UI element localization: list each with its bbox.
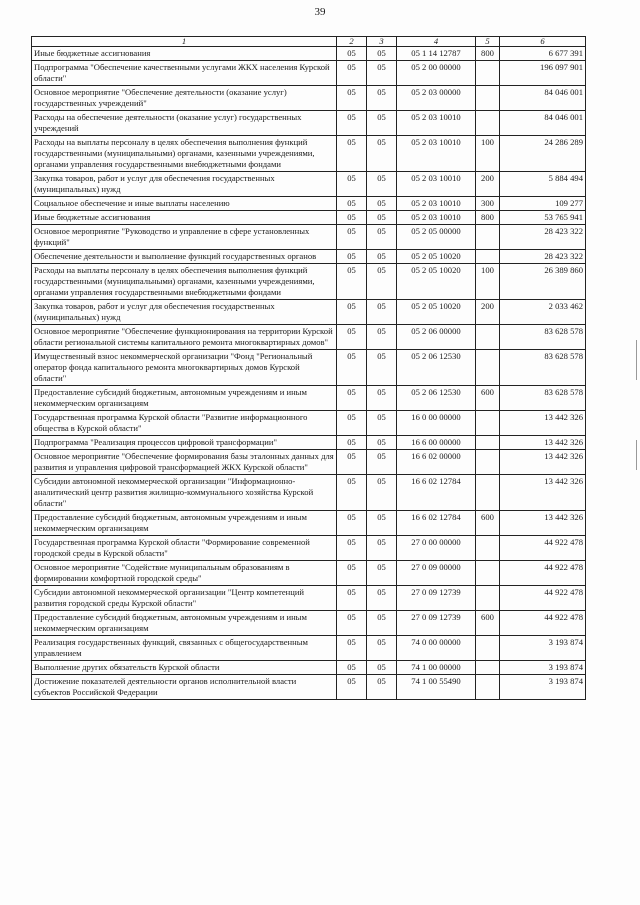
row-subsection-cell: 05 [367, 86, 397, 111]
row-amount-cell: 5 884 494 [500, 172, 586, 197]
row-target-article-cell: 05 2 03 10010 [397, 211, 476, 225]
row-expense-type-cell [476, 111, 500, 136]
row-expense-type-cell: 600 [476, 511, 500, 536]
row-name-cell: Предоставление субсидий бюджетным, автономным учреждениям и иным некоммерческим организациям [32, 386, 337, 411]
row-name-cell: Закупка товаров, работ и услуг для обеспечения государственных (муниципальных) нужд [32, 300, 337, 325]
row-amount-cell: 6 677 391 [500, 47, 586, 61]
row-subsection-cell: 05 [367, 586, 397, 611]
row-expense-type-cell [476, 225, 500, 250]
table-row [32, 350, 586, 386]
row-name-cell: Предоставление субсидий бюджетным, автономным учреждениям и иным некоммерческим организациям [32, 611, 337, 636]
row-expense-type-cell [476, 586, 500, 611]
row-section-cell: 05 [337, 386, 367, 411]
row-expense-type-cell [476, 250, 500, 264]
row-amount-cell: 84 046 001 [500, 86, 586, 111]
table-row [32, 300, 586, 325]
row-subsection-cell: 05 [367, 436, 397, 450]
row-expense-type-cell [476, 661, 500, 675]
row-subsection-cell: 05 [367, 661, 397, 675]
table-row [32, 536, 586, 561]
row-amount-cell: 44 922 478 [500, 611, 586, 636]
row-name-cell: Субсидии автономной некоммерческой организации "Информационно-аналитический центр развития жилищно-коммунального хозяйства Курской области" [32, 475, 337, 511]
row-amount-cell: 24 286 289 [500, 136, 586, 172]
row-section-cell: 05 [337, 536, 367, 561]
row-target-article-cell: 74 1 00 55490 [397, 675, 476, 700]
row-section-cell: 05 [337, 86, 367, 111]
table-row [32, 450, 586, 475]
row-name-cell: Реализация государственных функций, связанных с общегосударственным управлением [32, 636, 337, 661]
row-expense-type-cell [476, 561, 500, 586]
row-subsection-cell: 05 [367, 61, 397, 86]
row-amount-cell: 2 033 462 [500, 300, 586, 325]
row-amount-cell: 53 765 941 [500, 211, 586, 225]
row-expense-type-cell: 800 [476, 211, 500, 225]
row-subsection-cell: 05 [367, 264, 397, 300]
row-section-cell: 05 [337, 511, 367, 536]
row-target-article-cell: 05 2 05 10020 [397, 264, 476, 300]
column-header-name: 1 [32, 37, 337, 47]
table-row [32, 675, 586, 700]
row-expense-type-cell [476, 536, 500, 561]
row-name-cell: Основное мероприятие "Содействие муниципальным образованиям в формировании комфортной городской среды" [32, 561, 337, 586]
table-row [32, 172, 586, 197]
table-row [32, 436, 586, 450]
row-section-cell: 05 [337, 325, 367, 350]
row-name-cell: Основное мероприятие "Обеспечение деятельности (оказание услуг) государственных учреждений" [32, 86, 337, 111]
row-amount-cell: 13 442 326 [500, 511, 586, 536]
row-section-cell: 05 [337, 264, 367, 300]
row-expense-type-cell [476, 411, 500, 436]
row-expense-type-cell [476, 475, 500, 511]
page-number: 39 [314, 6, 326, 18]
row-expense-type-cell: 100 [476, 136, 500, 172]
row-section-cell: 05 [337, 136, 367, 172]
column-header-subsection: 3 [367, 37, 397, 47]
row-target-article-cell: 05 2 03 10010 [397, 136, 476, 172]
row-amount-cell: 109 277 [500, 197, 586, 211]
row-target-article-cell: 27 0 00 00000 [397, 536, 476, 561]
row-subsection-cell: 05 [367, 172, 397, 197]
row-section-cell: 05 [337, 436, 367, 450]
row-name-cell: Выполнение других обязательств Курской области [32, 661, 337, 675]
row-expense-type-cell: 600 [476, 611, 500, 636]
row-expense-type-cell [476, 350, 500, 386]
row-amount-cell: 84 046 001 [500, 111, 586, 136]
table-header-row [32, 37, 586, 47]
table-row [32, 86, 586, 111]
table-row [32, 250, 586, 264]
table-row [32, 264, 586, 300]
row-name-cell: Основное мероприятие "Обеспечение формирования базы эталонных данных для развития и управления цифровой трансформацией ЖКХ Курской области" [32, 450, 337, 475]
row-target-article-cell: 05 1 14 12787 [397, 47, 476, 61]
row-amount-cell: 196 097 901 [500, 61, 586, 86]
row-subsection-cell: 05 [367, 611, 397, 636]
row-name-cell: Иные бюджетные ассигнования [32, 47, 337, 61]
row-target-article-cell: 05 2 00 00000 [397, 61, 476, 86]
row-amount-cell: 13 442 326 [500, 450, 586, 475]
row-target-article-cell: 27 0 09 12739 [397, 611, 476, 636]
column-header-section: 2 [337, 37, 367, 47]
row-target-article-cell: 16 6 02 00000 [397, 450, 476, 475]
table-row [32, 225, 586, 250]
table-row [32, 636, 586, 661]
row-section-cell: 05 [337, 250, 367, 264]
row-subsection-cell: 05 [367, 511, 397, 536]
budget-table [31, 36, 586, 700]
row-name-cell: Подпрограмма "Обеспечение качественными услугами ЖКХ населения Курской области" [32, 61, 337, 86]
row-expense-type-cell: 200 [476, 300, 500, 325]
row-section-cell: 05 [337, 211, 367, 225]
row-section-cell: 05 [337, 561, 367, 586]
row-section-cell: 05 [337, 172, 367, 197]
row-target-article-cell: 27 0 09 00000 [397, 561, 476, 586]
row-name-cell: Подпрограмма "Реализация процессов цифровой трансформации" [32, 436, 337, 450]
row-amount-cell: 3 193 874 [500, 636, 586, 661]
row-subsection-cell: 05 [367, 450, 397, 475]
row-name-cell: Государственная программа Курской области "Формирование современной городской среды в Курской области" [32, 536, 337, 561]
row-name-cell: Расходы на выплаты персоналу в целях обеспечения выполнения функций государственными (муниципальными) органами, казенными учреждениями, органами управления государственными внебюджетными фондами [32, 136, 337, 172]
row-target-article-cell: 74 1 00 00000 [397, 661, 476, 675]
row-amount-cell: 3 193 874 [500, 675, 586, 700]
row-section-cell: 05 [337, 47, 367, 61]
row-name-cell: Расходы на выплаты персоналу в целях обеспечения выполнения функций государственными (муниципальными) органами, казенными учреждениями, органами управления государственными внебюджетными фондами [32, 264, 337, 300]
row-name-cell: Обеспечение деятельности и выполнение функций государственных органов [32, 250, 337, 264]
row-section-cell: 05 [337, 300, 367, 325]
row-subsection-cell: 05 [367, 350, 397, 386]
row-expense-type-cell [476, 675, 500, 700]
table-row [32, 561, 586, 586]
table-row [32, 661, 586, 675]
row-expense-type-cell [476, 61, 500, 86]
row-subsection-cell: 05 [367, 325, 397, 350]
row-target-article-cell: 05 2 05 00000 [397, 225, 476, 250]
row-target-article-cell: 05 2 03 10010 [397, 197, 476, 211]
row-amount-cell: 44 922 478 [500, 536, 586, 561]
row-name-cell: Субсидии автономной некоммерческой организации "Центр компетенций развития городской среды Курской области" [32, 586, 337, 611]
row-subsection-cell: 05 [367, 136, 397, 172]
row-section-cell: 05 [337, 450, 367, 475]
row-expense-type-cell [476, 436, 500, 450]
table-row [32, 386, 586, 411]
row-name-cell: Основное мероприятие "Руководство и управление в сфере установленных функций" [32, 225, 337, 250]
row-expense-type-cell: 600 [476, 386, 500, 411]
row-target-article-cell: 74 0 00 00000 [397, 636, 476, 661]
scan-edge-mark [636, 440, 637, 470]
row-name-cell: Достижение показателей деятельности органов исполнительной власти субъектов Российской Федерации [32, 675, 337, 700]
row-expense-type-cell [476, 636, 500, 661]
row-target-article-cell: 27 0 09 12739 [397, 586, 476, 611]
row-section-cell: 05 [337, 586, 367, 611]
table-row [32, 475, 586, 511]
row-target-article-cell: 05 2 05 10020 [397, 300, 476, 325]
table-row [32, 211, 586, 225]
table-row [32, 611, 586, 636]
row-amount-cell: 3 193 874 [500, 661, 586, 675]
row-name-cell: Предоставление субсидий бюджетным, автономным учреждениям и иным некоммерческим организациям [32, 511, 337, 536]
row-name-cell: Государственная программа Курской области "Развитие информационного общества в Курской области" [32, 411, 337, 436]
row-name-cell: Иные бюджетные ассигнования [32, 211, 337, 225]
row-subsection-cell: 05 [367, 225, 397, 250]
row-subsection-cell: 05 [367, 675, 397, 700]
row-amount-cell: 26 389 860 [500, 264, 586, 300]
table-row [32, 325, 586, 350]
row-section-cell: 05 [337, 411, 367, 436]
row-subsection-cell: 05 [367, 536, 397, 561]
row-target-article-cell: 05 2 05 10020 [397, 250, 476, 264]
row-amount-cell: 28 423 322 [500, 225, 586, 250]
row-name-cell: Социальное обеспечение и иные выплаты населению [32, 197, 337, 211]
budget-table-body [32, 47, 586, 700]
row-section-cell: 05 [337, 197, 367, 211]
row-amount-cell: 13 442 326 [500, 475, 586, 511]
row-target-article-cell: 05 2 06 12530 [397, 386, 476, 411]
table-row [32, 111, 586, 136]
table-row [32, 197, 586, 211]
row-section-cell: 05 [337, 475, 367, 511]
row-target-article-cell: 05 2 03 10010 [397, 111, 476, 136]
row-target-article-cell: 16 0 00 00000 [397, 411, 476, 436]
table-row [32, 411, 586, 436]
row-amount-cell: 13 442 326 [500, 411, 586, 436]
row-subsection-cell: 05 [367, 561, 397, 586]
row-target-article-cell: 16 6 02 12784 [397, 511, 476, 536]
row-expense-type-cell: 200 [476, 172, 500, 197]
row-section-cell: 05 [337, 661, 367, 675]
row-section-cell: 05 [337, 225, 367, 250]
row-section-cell: 05 [337, 350, 367, 386]
row-name-cell: Имущественный взнос некоммерческой организации "Фонд "Региональный оператор фонда капитального ремонта многоквартирных домов Курской области" [32, 350, 337, 386]
row-amount-cell: 83 628 578 [500, 350, 586, 386]
row-target-article-cell: 05 2 06 12530 [397, 350, 476, 386]
row-section-cell: 05 [337, 636, 367, 661]
row-amount-cell: 83 628 578 [500, 325, 586, 350]
row-subsection-cell: 05 [367, 250, 397, 264]
column-header-amount: 6 [500, 37, 586, 47]
table-row [32, 61, 586, 86]
row-target-article-cell: 16 6 00 00000 [397, 436, 476, 450]
row-expense-type-cell: 100 [476, 264, 500, 300]
row-subsection-cell: 05 [367, 197, 397, 211]
row-subsection-cell: 05 [367, 636, 397, 661]
row-target-article-cell: 05 2 03 10010 [397, 172, 476, 197]
row-name-cell: Основное мероприятие "Обеспечение функционирования на территории Курской области региональной системы капитального ремонта многоквартирных домов" [32, 325, 337, 350]
row-section-cell: 05 [337, 611, 367, 636]
row-expense-type-cell [476, 450, 500, 475]
row-amount-cell: 44 922 478 [500, 561, 586, 586]
row-section-cell: 05 [337, 675, 367, 700]
column-header-target-article: 4 [397, 37, 476, 47]
row-expense-type-cell: 300 [476, 197, 500, 211]
row-section-cell: 05 [337, 111, 367, 136]
row-expense-type-cell [476, 325, 500, 350]
table-row [32, 47, 586, 61]
row-subsection-cell: 05 [367, 211, 397, 225]
row-subsection-cell: 05 [367, 411, 397, 436]
row-name-cell: Закупка товаров, работ и услуг для обеспечения государственных (муниципальных) нужд [32, 172, 337, 197]
row-subsection-cell: 05 [367, 300, 397, 325]
row-name-cell: Расходы на обеспечение деятельности (оказание услуг) государственных учреждений [32, 111, 337, 136]
row-expense-type-cell [476, 86, 500, 111]
table-row [32, 586, 586, 611]
scan-edge-mark [636, 340, 637, 380]
row-amount-cell: 83 628 578 [500, 386, 586, 411]
row-amount-cell: 44 922 478 [500, 586, 586, 611]
table-row [32, 136, 586, 172]
column-header-expense-type: 5 [476, 37, 500, 47]
row-subsection-cell: 05 [367, 47, 397, 61]
row-amount-cell: 13 442 326 [500, 436, 586, 450]
row-subsection-cell: 05 [367, 386, 397, 411]
table-row [32, 511, 586, 536]
row-section-cell: 05 [337, 61, 367, 86]
row-expense-type-cell: 800 [476, 47, 500, 61]
row-target-article-cell: 05 2 06 00000 [397, 325, 476, 350]
row-subsection-cell: 05 [367, 111, 397, 136]
row-subsection-cell: 05 [367, 475, 397, 511]
row-amount-cell: 28 423 322 [500, 250, 586, 264]
row-target-article-cell: 16 6 02 12784 [397, 475, 476, 511]
row-target-article-cell: 05 2 03 00000 [397, 86, 476, 111]
